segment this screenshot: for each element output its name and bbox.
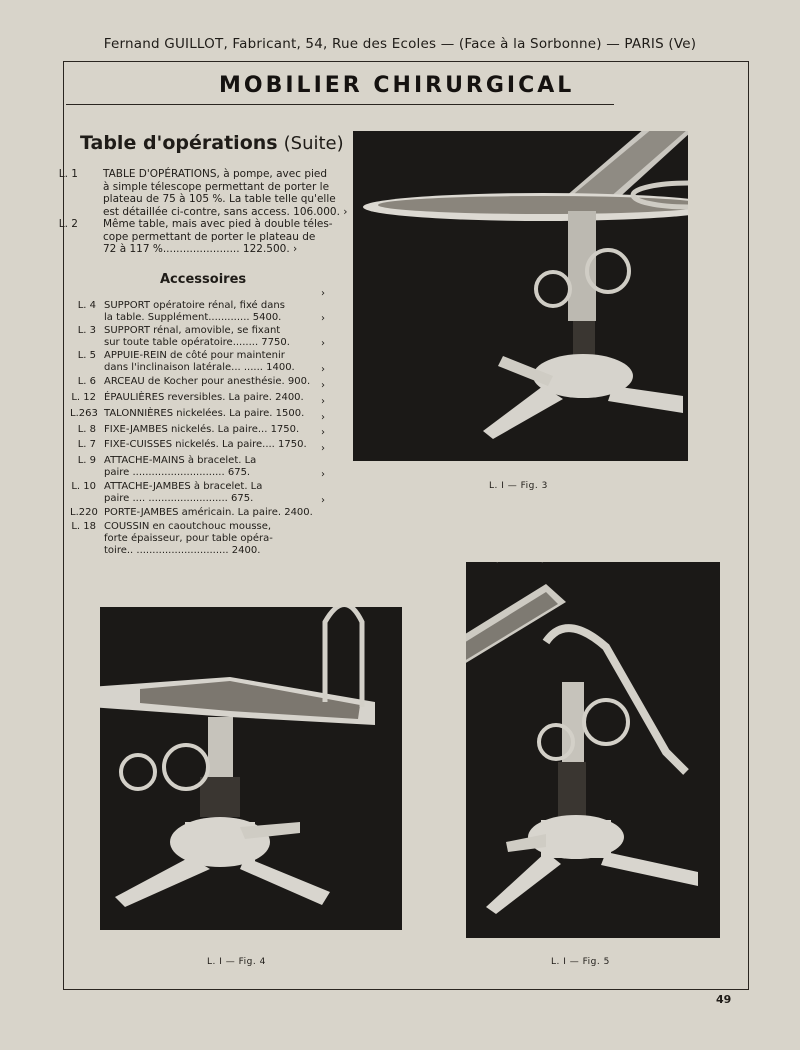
accessory-code: L. 10	[71, 481, 96, 492]
description-line: plateau de 75 à 105 %. La table telle qu'elle	[103, 193, 336, 205]
accessory-description	[104, 424, 309, 436]
figure-5-caption: L. I — Fig. 5	[551, 957, 610, 967]
figure-3-photo	[353, 131, 688, 461]
accessory-code: L. 5	[77, 350, 96, 361]
description-line: ATTACHE-MAINS à bracelet. La	[104, 455, 257, 466]
section-title: Table d'opérations	[80, 132, 278, 154]
description-line: à simple télescope permettant de porter le	[103, 180, 330, 193]
description-line: la table. Supplément............. 5400.	[104, 312, 282, 324]
description-line: 72 à 117 %....................... 122.500. ›	[103, 243, 298, 255]
figure-5-photo	[466, 562, 720, 938]
description-line: ATTACHE-JAMBES à bracelet. La	[104, 481, 263, 492]
description-line: forte épaisseur, pour table opéra-	[104, 533, 273, 545]
operating-table-illustration	[466, 562, 720, 938]
price-marker: ›	[321, 363, 325, 375]
accessories-heading: Accessoires	[160, 272, 247, 287]
description-line: COUSSIN en caoutchouc mousse,	[104, 521, 272, 532]
product-description	[103, 168, 347, 218]
page-title: MOBILIER CHIRURGICAL	[219, 73, 575, 98]
accessory-code: L. 7	[77, 439, 96, 450]
figure-4-caption: L. I — Fig. 4	[207, 957, 266, 967]
accessory-code: L.220	[70, 507, 98, 518]
accessory-code: L. 4	[77, 300, 96, 311]
product-description	[103, 218, 333, 256]
description-line: paire ............................. 675.	[104, 467, 251, 479]
price-marker: ›	[321, 442, 325, 454]
accessory-code: L. 8	[77, 424, 96, 435]
accessory-code: L. 9	[77, 455, 96, 466]
description-line: TALONNIÈRES nickelées. La paire. 1500.	[104, 408, 305, 419]
accessory-code: L. 12	[71, 392, 96, 403]
accessory-description	[104, 408, 309, 420]
description-line: PORTE-JAMBES américain. La paire. 2400.	[104, 507, 313, 518]
product-code: L. 1	[58, 168, 78, 180]
accessory-description	[104, 376, 309, 388]
accessory-description	[104, 325, 309, 349]
price-marker: ›	[321, 395, 325, 407]
accessory-description	[104, 439, 309, 451]
description-line: toire.. ............................. 2400.	[104, 545, 261, 557]
description-line: FIXE-JAMBES nickelés. La paire... 1750.	[104, 424, 300, 435]
accessory-code: L. 3	[77, 325, 96, 336]
operating-table-illustration	[353, 131, 688, 461]
description-line: paire .... ......................... 675.	[104, 493, 254, 505]
description-line: est détaillée ci-contre, sans access. 106.000. ›	[103, 205, 348, 218]
price-marker: ›	[321, 312, 325, 324]
product-code: L. 2	[58, 218, 78, 230]
price-marker: ›	[321, 494, 325, 506]
description-line: FIXE-CUISSES nickelés. La paire.... 1750.	[104, 439, 307, 450]
accessory-description	[104, 507, 313, 519]
description-line: APPUIE-REIN de côté pour maintenir	[104, 350, 285, 361]
accessory-description	[104, 521, 309, 558]
operating-table-illustration	[100, 607, 402, 930]
price-marker: ›	[321, 287, 325, 299]
accessory-code: L. 6	[77, 376, 96, 387]
accessory-description	[104, 455, 309, 479]
page-number: 49	[716, 993, 732, 1006]
figure-3-caption: L. I — Fig. 3	[489, 481, 548, 491]
description-line: ARCEAU de Kocher pour anesthésie. 900.	[104, 376, 311, 387]
page-header: Fernand GUILLOT, Fabricant, 54, Rue des Ecoles — (Face à la Sorbonne) — PARIS (Ve)	[103, 36, 697, 52]
description-line: Même table, mais avec pied à double téles-	[103, 218, 333, 230]
accessory-code: L.263	[70, 408, 98, 419]
title-rule	[66, 104, 614, 105]
description-line: SUPPORT opératoire rénal, fixé dans	[104, 300, 285, 311]
price-marker: ›	[321, 379, 325, 391]
accessory-description	[104, 350, 309, 374]
accessory-description	[104, 392, 309, 404]
description-line: dans l'inclinaison latérale... ...... 1400.	[104, 362, 295, 374]
price-marker: ›	[321, 426, 325, 438]
description-line: SUPPORT rénal, amovible, se fixant	[104, 325, 281, 336]
description-line: ÉPAULIÈRES reversibles. La paire. 2400.	[104, 392, 304, 403]
price-marker: ›	[321, 411, 325, 423]
price-marker: ›	[321, 468, 325, 480]
section-suffix: (Suite)	[283, 133, 344, 154]
description-line: sur toute table opératoire........ 7750.	[104, 337, 290, 349]
accessory-code: L. 18	[71, 521, 96, 532]
accessory-description	[104, 481, 309, 505]
figure-4-photo	[100, 607, 402, 930]
accessory-description	[104, 300, 309, 324]
section-heading	[80, 132, 344, 154]
price-marker: ›	[321, 337, 325, 349]
description-line: TABLE D'OPÉRATIONS, à pompe, avec pied	[103, 168, 328, 180]
description-line: cope permettant de porter le plateau de	[103, 230, 316, 243]
